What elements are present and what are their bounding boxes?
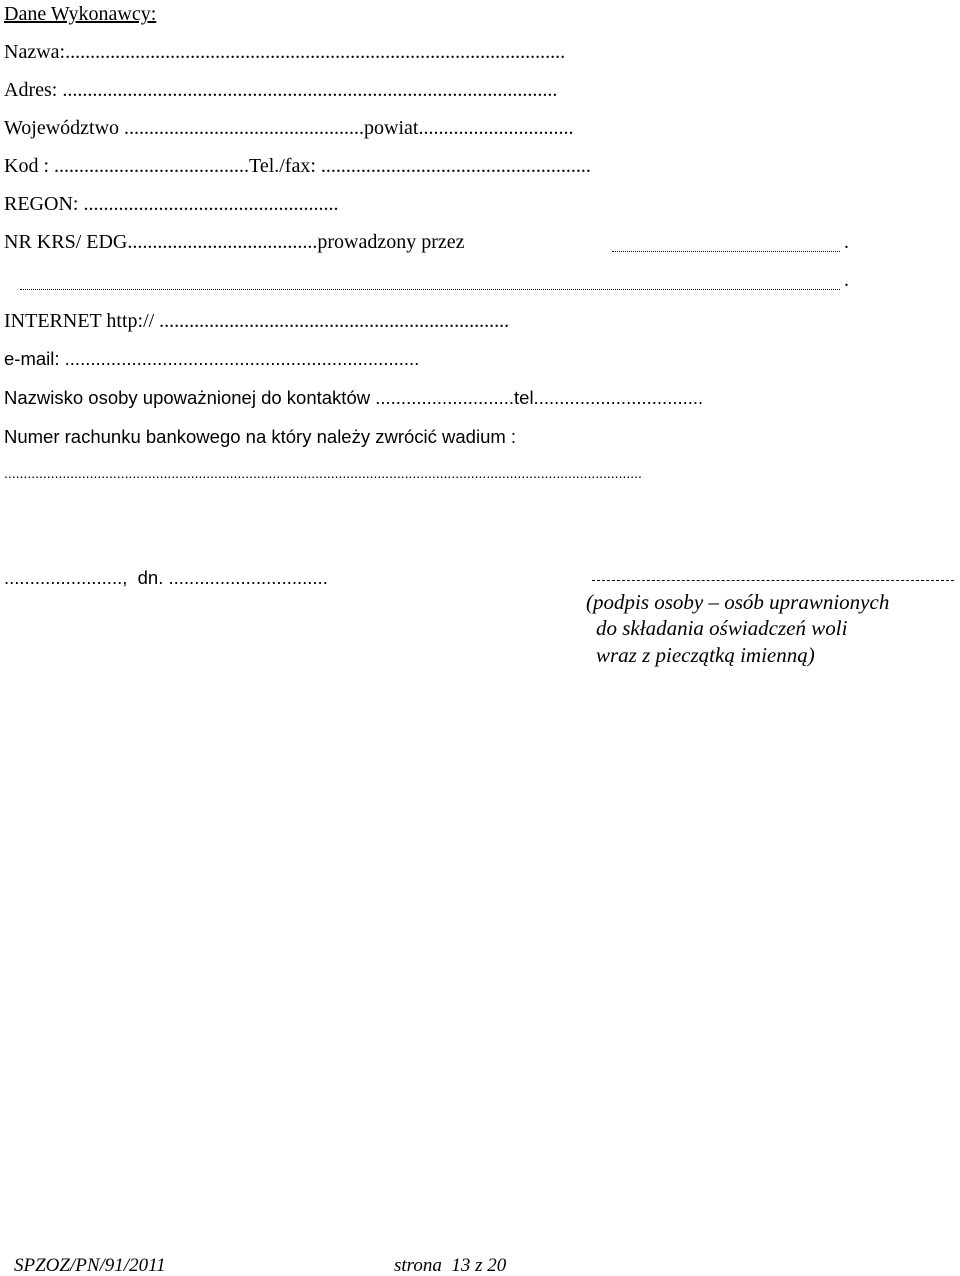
field-nazwa: Nazwa:.................................................................................................... xyxy=(4,41,566,63)
signature-caption-1: (podpis osoby – osób uprawnionych xyxy=(586,590,890,614)
field-krs-end: . xyxy=(844,231,849,253)
field-rachunek-line: .................................................................................................................................................................... xyxy=(4,465,642,481)
fill-rule xyxy=(20,289,840,290)
field-email: e-mail: ..................................................................... xyxy=(4,348,420,369)
footer-page-number: strona 13 z 20 xyxy=(394,1255,507,1276)
signature-line xyxy=(592,580,954,581)
signature-caption-2: do składania oświadczeń woli xyxy=(596,616,848,640)
field-osoba-kontakt: Nazwisko osoby upoważnionej do kontaktów ...........................tel................................. xyxy=(4,387,704,408)
field-wojewodztwo: Województwo ................................................powiat............................... xyxy=(4,117,574,139)
field-krs: NR KRS/ EDG......................................prowadzony przez xyxy=(4,231,465,253)
footer-ref: SPZOZ/PN/91/2011 xyxy=(14,1255,166,1276)
field-regon: REGON: ................................................... xyxy=(4,193,339,215)
field-adres: Adres: ................................................................................................... xyxy=(4,79,558,101)
place-date: ......................., dn. ............................... xyxy=(4,567,328,588)
section-heading: Dane Wykonawcy: xyxy=(4,3,157,25)
field-internet: INTERNET http:// ...................................................................... xyxy=(4,310,510,332)
field-rachunek: Numer rachunku bankowego na który należy zwrócić wadium : xyxy=(4,426,517,447)
signature-caption-3: wraz z pieczątką imienną) xyxy=(596,643,815,667)
fill-rule xyxy=(612,251,840,252)
field-kod-tel: Kod : .......................................Tel./fax: ...................................................... xyxy=(4,155,591,177)
field-krs-cont-end: . xyxy=(844,269,849,291)
